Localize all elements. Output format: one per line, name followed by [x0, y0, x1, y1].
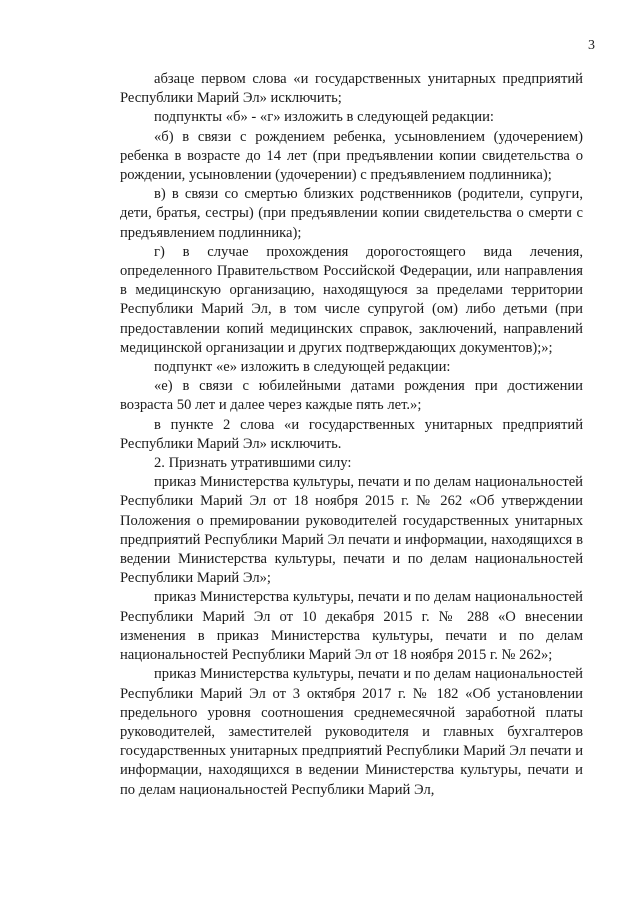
- paragraph-order-262: приказ Министерства культуры, печати и по делам национальностей Республики Марий Эл от 18 ноября 2015 г. № 262 «Об утверждении Положения о премировании руководителей государственных унитарных предприятий Республики Марий Эл печати и информации, находящихся в ведении Министерства культуры, печати и по делам национальностей Республики Марий Эл»;: [120, 474, 583, 587]
- paragraph-abzac-pervom: абзаце первом слова «и государственных унитарных предприятий Республики Марий Эл» исключить;: [120, 71, 583, 107]
- document-body: [120, 70, 583, 800]
- paragraph-punkt-2: в пункте 2 слова «и государственных унитарных предприятий Республики Марий Эл» исключить.: [120, 416, 583, 452]
- paragraph-podpunkty-b-g: подпункты «б» - «г» изложить в следующей редакции:: [154, 109, 494, 126]
- paragraph-item-v: в) в связи со смертью близких родственников (родители, супруги, дети, братья, сестры) (при предъявлении копии свидетельства о смерти с предъявлением подлинника);: [120, 186, 583, 241]
- paragraph-item-e: «е) в связи с юбилейными датами рождения при достижении возраста 50 лет и далее через каждые пять лет.»;: [120, 378, 583, 414]
- paragraph-item-g: г) в случае прохождения дорогостоящего вида лечения, определенного Правительством Российской Федерации, или направления в медицинскую организацию, находящуюся за пределами территории Республики Марий Эл, в том числе супругой (ом) либо детьми (при предоставлении копий медицинских справок, заключений, направлений медицинской организации и других подтверждающих документов);»;: [120, 243, 583, 356]
- paragraph-section-2-heading: 2. Признать утратившими силу:: [154, 455, 352, 472]
- paragraph-order-182: приказ Министерства культуры, печати и по делам национальностей Республики Марий Эл от 3 октября 2017 г. № 182 «Об установлении предельного уровня соотношения среднемесячной заработной платы руководителей, заместителей руководителя и главных бухгалтеров государственных унитарных предприятий Республики Марий Эл печати и информации, находящихся в ведении Министерства культуры, печати и по делам национальностей Республики Марий Эл,: [120, 666, 583, 798]
- paragraph-order-288: приказ Министерства культуры, печати и по делам национальностей Республики Марий Эл от 10 декабря 2015 г. № 288 «О внесении изменения в приказ Министерства культуры, печати и по делам национальностей Республики Марий Эл от 18 ноября 2015 г. № 262»;: [120, 589, 583, 664]
- paragraph-podpunkt-e: подпункт «е» изложить в следующей редакции:: [154, 359, 451, 376]
- page-number: 3: [588, 38, 595, 53]
- paragraph-item-b: «б) в связи с рождением ребенка, усыновлением (удочерением) ребенка в возрасте до 14 лет (при предъявлении копии свидетельства о рождении, усыновлении (удочерении) с предъявлением подлинника);: [120, 128, 583, 184]
